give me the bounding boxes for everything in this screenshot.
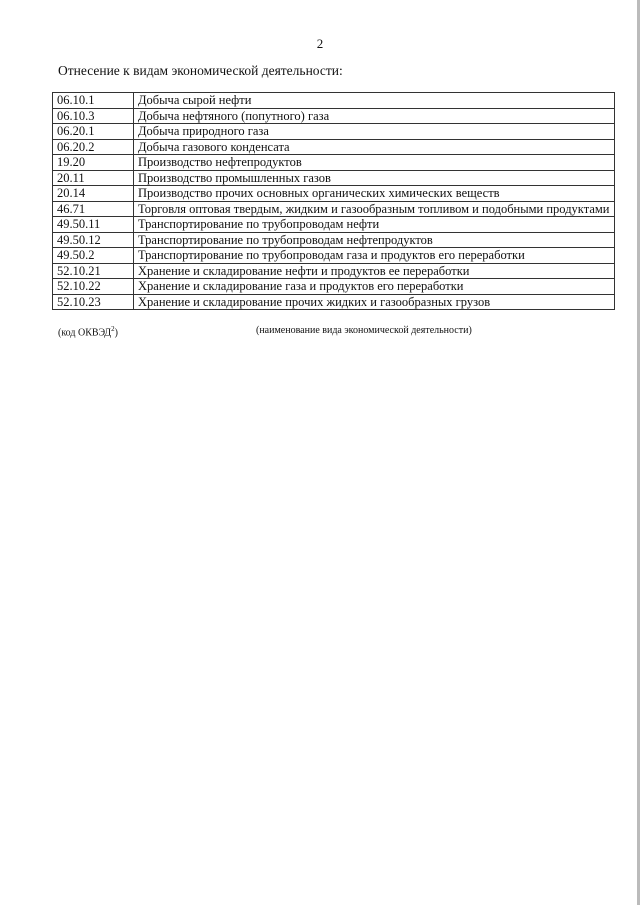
- table-row: [53, 93, 615, 109]
- okved-code: 19.20: [53, 155, 134, 171]
- table-row: [53, 108, 615, 124]
- page-number: 2: [316, 36, 324, 51]
- name-column-caption: (наименование вида экономической деятельности): [256, 325, 472, 336]
- okved-code: 46.71: [53, 201, 134, 217]
- activity-name: Производство прочих основных органических химических веществ: [134, 186, 615, 202]
- table-row: [53, 170, 615, 186]
- activity-name: Торговля оптовая твердым, жидким и газообразным топливом и подобными продуктами: [134, 201, 615, 217]
- activity-name: Хранение и складирование прочих жидких и газообразных грузов: [134, 294, 615, 310]
- section-heading: Отнесение к видам экономической деятельности:: [58, 63, 343, 78]
- okved-code: 49.50.2: [53, 248, 134, 264]
- table-row: [53, 279, 615, 295]
- caption-code-close: ): [114, 327, 118, 339]
- okved-code: 06.20.2: [53, 139, 134, 155]
- table-row: [53, 124, 615, 140]
- activity-name: Хранение и складирование газа и продуктов его переработки: [134, 279, 615, 295]
- okved-code: 52.10.21: [53, 263, 134, 279]
- okved-code: 06.20.1: [53, 124, 134, 140]
- table-row: [53, 263, 615, 279]
- activity-name: Транспортирование по трубопроводам нефтепродуктов: [134, 232, 615, 248]
- table-row: [53, 201, 615, 217]
- okved-code: 49.50.12: [53, 232, 134, 248]
- okved-code: 20.11: [53, 170, 134, 186]
- activity-name: Производство нефтепродуктов: [134, 155, 615, 171]
- table-row: [53, 294, 615, 310]
- table-row: [53, 186, 615, 202]
- activity-name: Хранение и складирование нефти и продуктов ее переработки: [134, 263, 615, 279]
- table-row: [53, 155, 615, 171]
- okved-table: [52, 92, 615, 310]
- okved-code: 06.10.1: [53, 93, 134, 109]
- table-row: [53, 232, 615, 248]
- activity-name: Добыча природного газа: [134, 124, 615, 140]
- okved-code: 52.10.23: [53, 294, 134, 310]
- activity-name: Транспортирование по трубопроводам газа и продуктов его переработки: [134, 248, 615, 264]
- activity-name: Добыча сырой нефти: [134, 93, 615, 109]
- activity-name: Производство промышленных газов: [134, 170, 615, 186]
- table-row: [53, 248, 615, 264]
- caption-code-text: (код ОКВЭД: [58, 327, 112, 339]
- okved-code: 06.10.3: [53, 108, 134, 124]
- okved-code: 49.50.11: [53, 217, 134, 233]
- activity-name: Транспортирование по трубопроводам нефти: [134, 217, 615, 233]
- table-row: [53, 139, 615, 155]
- activity-name: Добыча нефтяного (попутного) газа: [134, 108, 615, 124]
- okved-code: 20.14: [53, 186, 134, 202]
- activity-name: Добыча газового конденсата: [134, 139, 615, 155]
- code-column-caption: [58, 325, 118, 338]
- okved-code: 52.10.22: [53, 279, 134, 295]
- table-row: [53, 217, 615, 233]
- footnote-mark: 2: [111, 325, 115, 333]
